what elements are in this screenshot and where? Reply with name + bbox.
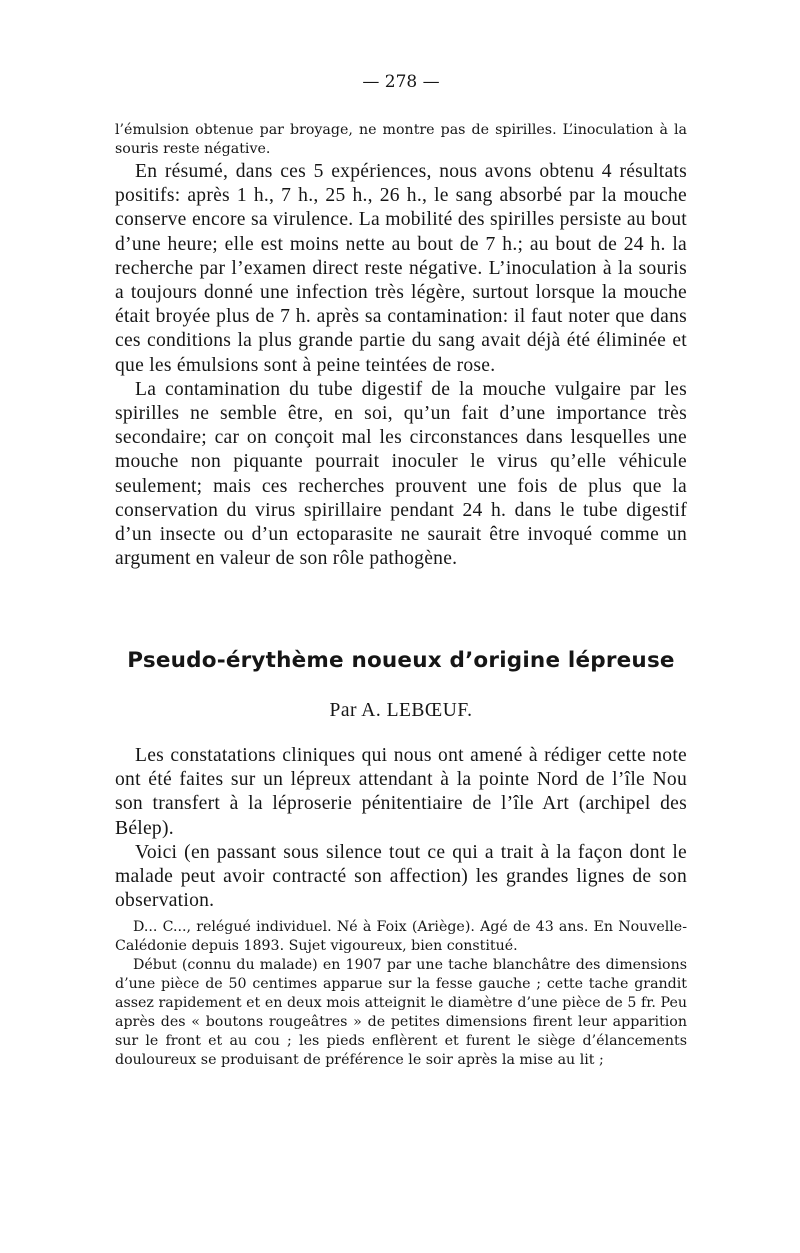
page-number: — 278 — [362, 72, 440, 92]
article-author: Par A. LEBŒUF. [329, 700, 473, 721]
case-note-1: D... C..., relégué individuel. Né à Foix (Ariège). Agé de 43 ans. En Nouvelle-Calédonie depuis 1893. Sujet vigoureux, bien constitué. [115, 919, 687, 954]
top-note [115, 121, 687, 159]
top-note-text: l’émulsion obtenue par broyage, ne montre pas de spirilles. L’inoculation à la souris reste négative. [115, 122, 687, 157]
article-title: Pseudo-érythème noueux d’origine lépreuse [127, 648, 675, 673]
upper-text [115, 160, 687, 571]
upper-paragraph-1: En résumé, dans ces 5 expériences, nous avons obtenu 4 résultats positifs: après 1 h., 7 h., 25 h., 26 h., le sang absorbé par la mouche conserve encore sa virulence. La mobilité des spirilles persiste au bout d’une heure; elle est moins nette au bout de 7 h.; au bout de 24 h. la recherche par l’examen direct reste négative. L’inoculation à la souris a toujours donné une infection très légère, surtout lorsque la mouche était broyée plus de 7 h. après sa contamination: il faut noter que dans ces conditions la plus grande partie du sang avait déjà été éliminée et que les émulsions sont à peine teintées de rose. [115, 161, 687, 376]
lower-text [115, 744, 687, 913]
case-note-2: Début (connu du malade) en 1907 par une tache blanchâtre des dimensions d’une pièce de 50 centimes apparue sur la fesse gauche ; cette tache grandit assez rapidement et en deux mois atteignit le diamètre d’une pièce de 5 fr. Peu après des « boutons rougeâtres » de petites dimensions firent leur apparition sur le front et au cou ; les pieds enflèrent et furent le siège d’élancements douloureux se produisant de préférence le soir après la mise au lit ; [115, 957, 687, 1068]
lower-paragraph-2: Voici (en passant sous silence tout ce qui a trait à la façon dont le malade peut avoir contracté son affection) les grandes lignes de son observation. [115, 841, 687, 912]
case-notes [115, 918, 687, 1070]
upper-paragraph-2: La contamination du tube digestif de la mouche vulgaire par les spirilles ne semble être, en soi, qu’un fait d’une importance très secondaire; car on conçoit mal les circonstances dans lesquelles une mouche non piquante pourrait inoculer le virus qu’elle véhicule seulement; mais ces recherches prouvent une fois de plus que la conservation du virus spirillaire pendant 24 h. dans le tube digestif d’un insecte ou d’un ectoparasite ne saurait être invoqué comme un argument en valeur de son rôle pathogène. [115, 378, 687, 570]
lower-paragraph-1: Les constatations cliniques qui nous ont amené à rédiger cette note ont été faites sur un lépreux attendant à la pointe Nord de l’île Nou son transfert à la léproserie pénitentiaire de l’île Art (archipel des Bélep). [115, 745, 687, 839]
